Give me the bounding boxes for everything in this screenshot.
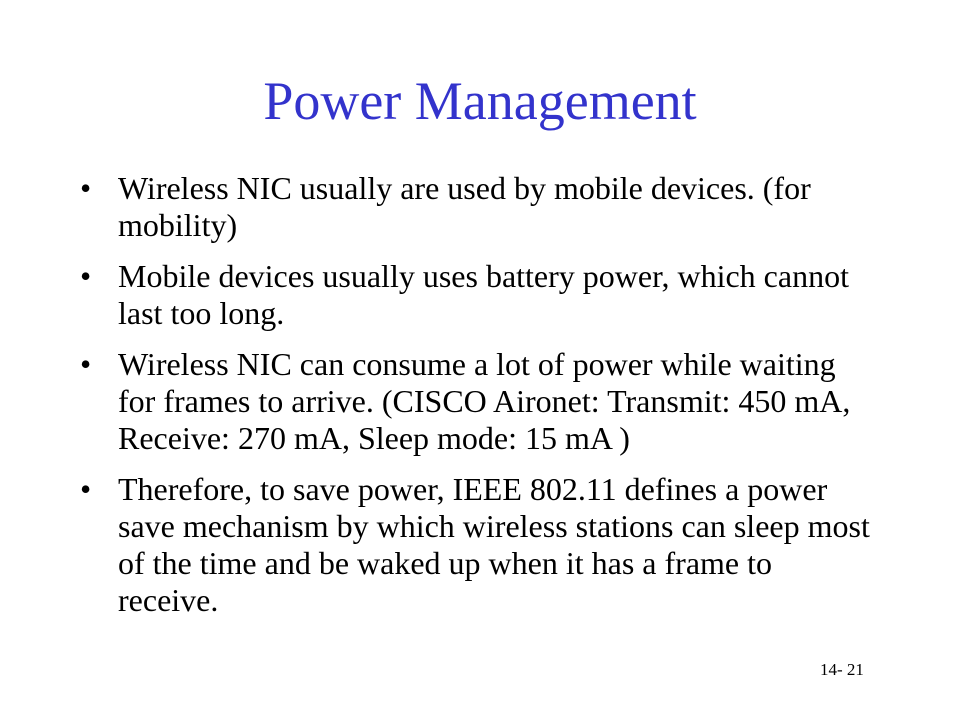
bullet-text: Wireless NIC can consume a lot of power while waiting for frames to arrive. (CISCO Aironet: Transmit: 450 mA, Receive: 270 mA, Sleep mode: 15 mA ): [118, 346, 851, 456]
bullet-marker: •: [80, 346, 92, 382]
bullet-marker: •: [80, 471, 92, 507]
bullet-marker: •: [80, 258, 92, 294]
bullet-item: [80, 170, 880, 244]
bullet-item: [80, 258, 880, 332]
bullet-marker: •: [80, 170, 92, 206]
bullet-list: [80, 170, 880, 633]
page-number: 14- 21: [820, 660, 864, 679]
bullet-text: Therefore, to save power, IEEE 802.11 defines a power save mechanism by which wireless stations can sleep most of the time and be waked up when it has a frame to receive.: [118, 471, 870, 618]
bullet-text: Mobile devices usually uses battery power, which cannot last too long.: [118, 258, 849, 331]
bullet-item: [80, 471, 880, 619]
bullet-item: [80, 346, 880, 457]
slide-title: Power Management: [263, 71, 697, 131]
bullet-text: Wireless NIC usually are used by mobile devices. (for mobility): [118, 170, 811, 243]
